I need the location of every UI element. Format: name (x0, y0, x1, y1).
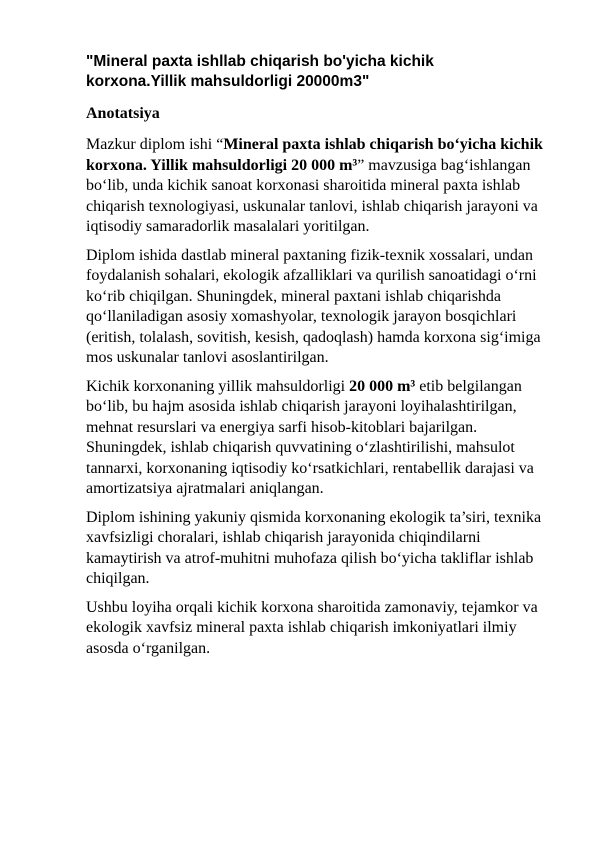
abstract-paragraph-4: Diplom ishining yakuniy qismida korxonaning ekologik ta’siri, texnika xavfsizligi choralari, ishlab chiqarish jarayonida chiqindilarni kamaytirish va atrof-muhitni muhofaza qilish bo‘yicha takliflar ishlab chiqilgan. (86, 508, 542, 587)
paragraph-text: Mazkur diplom ishi “ (86, 136, 224, 153)
bold-capacity: 20 000 m³ (349, 377, 416, 395)
abstract-paragraph-1 (86, 135, 556, 238)
abstract-heading: Anotatsiya (86, 105, 160, 122)
document-page (86, 52, 556, 667)
abstract-paragraph-5: Ushbu loyiha orqali kichik korxona sharoitida zamonaviy, tejamkor va ekologik xavfsiz mineral paxta ishlab chiqarish imkoniyatlari ilmiy asosda o‘rganilgan. (86, 598, 538, 657)
abstract-paragraph-2: Diplom ishida dastlab mineral paxtaning fizik-texnik xossalari, undan foydalanish sohalari, ekologik afzalliklari va qurilish sanoatidagi o‘rni ko‘rib chiqilgan. Shuningdek, mineral paxtani ishlab chiqarishda qo‘llaniladigan asosiy xomashyolar, texnologik jarayon bosqichlari (eritish, tolalash, sovitish, kesish, qadoqlash) hamda korxona sig‘imiga mos uskunalar tanlovi asoslantirilgan. (86, 246, 541, 366)
document-title: "Mineral paxta ishllab chiqarish bo'yicha kichik korxona.Yillik mahsuldorligi 20000m3" (86, 53, 434, 90)
paragraph-text: Kichik korxonaning yillik mahsuldorligi (86, 377, 350, 395)
paragraph-text: etib belgilangan bo‘lib, bu hajm asosida ishlab chiqarish jarayoni loyihalashtirilgan, mehnat resurslari va energiya sarfi hisob-kitoblari bajarilgan. Shuningdek, ishlab chiqarish quvvatining o‘zlashtirilishi, mahsulot tannarxi, korxonaning iqtisodiy ko‘rsatkichlari, rentabellik darajasi va amortizatsiya ajratmalari aniqlangan. (86, 377, 534, 497)
paragraph-text: ” mavzusiga bag‘ishlangan bo‘lib, unda kichik sanoat korxonasi sharoitida mineral paxta ishlab chiqarish texnologiyasi, uskunalar tanlovi, ishlab chiqarish jarayoni va iqtisodiy samaradorlik masalalari yoritilgan. (86, 156, 538, 235)
abstract-paragraph-3 (86, 377, 556, 500)
bold-topic-title: Mineral paxta ishlab chiqarish bo‘yicha kichik korxona. Yillik mahsuldorligi 20 000 m³ (86, 136, 543, 174)
